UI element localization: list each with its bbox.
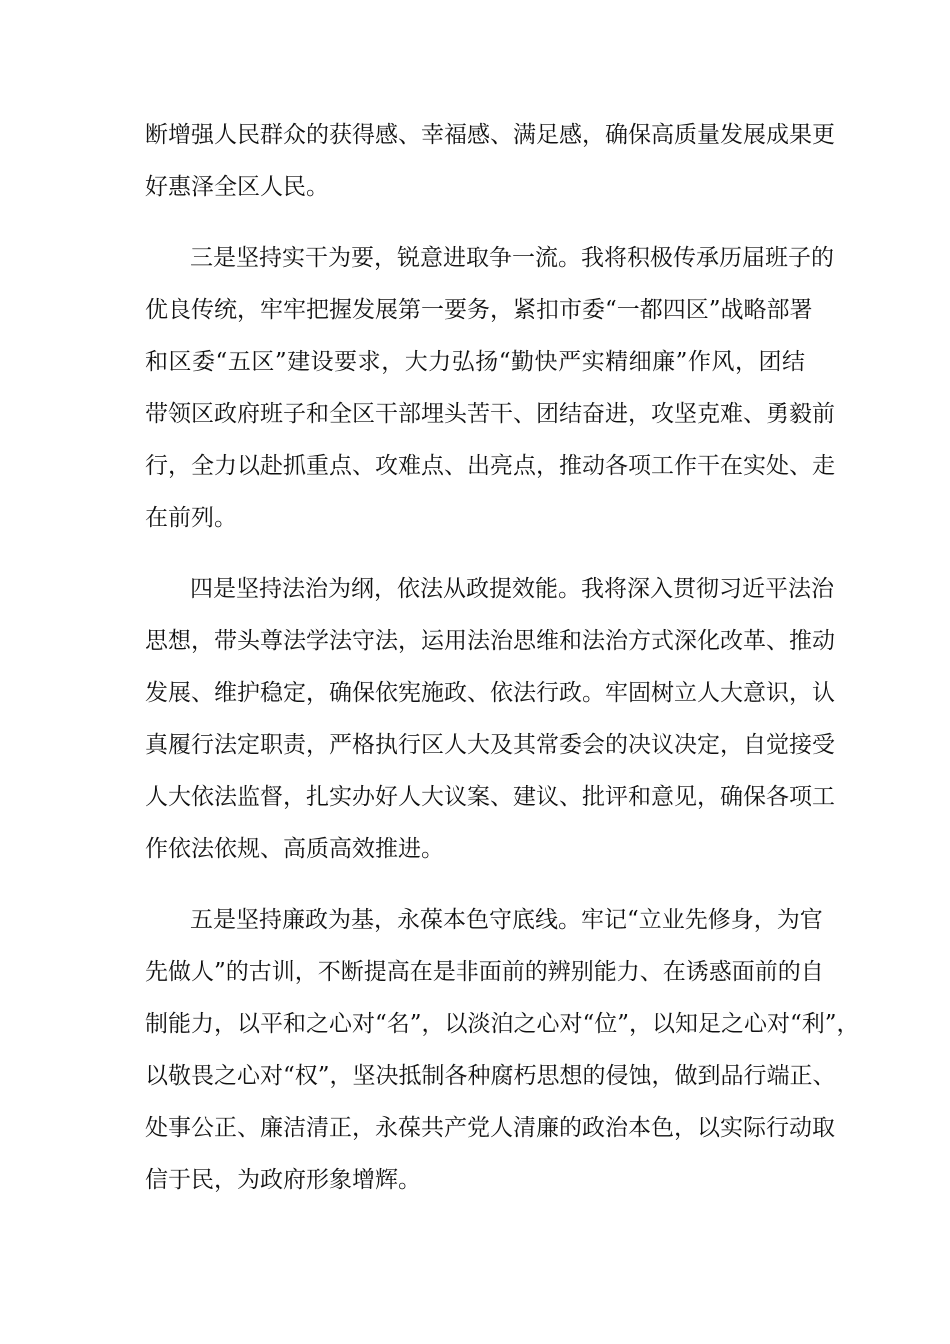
paragraph-2-line-3: 和区委“五区”建设要求，大力弘扬“勤快严实精细廉”作风，团结	[145, 349, 805, 375]
paragraph-4-line-1: 五是坚持廉政为基，永葆本色守底线。牢记“立业先修身，为官	[190, 907, 823, 933]
paragraph-2-line-4: 带领区政府班子和全区干部埋头苦干、团结奋进，攻坚克难、勇毅前	[145, 401, 835, 427]
paragraph-2-line-5: 行，全力以赴抓重点、攻难点、出亮点，推动各项工作干在实处、走	[145, 453, 835, 479]
paragraph-3-line-4: 真履行法定职责，严格执行区人大及其常委会的决议决定，自觉接受	[145, 732, 835, 758]
paragraph-3-line-3: 发展、维护稳定，确保依宪施政、依法行政。牢固树立人大意识，认	[145, 680, 835, 706]
paragraph-3-line-5: 人大依法监督，扎实办好人大议案、建议、批评和意见，确保各项工	[145, 784, 835, 810]
paragraph-1-line-1: 断增强人民群众的获得感、幸福感、满足感，确保高质量发展成果更	[145, 122, 835, 148]
paragraph-4-line-5: 处事公正、廉洁清正，永葆共产党人清廉的政治本色，以实际行动取	[145, 1115, 835, 1141]
paragraph-3-line-6: 作依法依规、高质高效推进。	[145, 836, 444, 862]
paragraph-1-line-2: 好惠泽全区人民。	[145, 174, 329, 200]
paragraph-3-line-1: 四是坚持法治为纲，依法从政提效能。我将深入贯彻习近平法治	[190, 576, 834, 602]
paragraph-4-line-2: 先做人”的古训，不断提高在是非面前的辨别能力、在诱惑面前的自	[145, 959, 824, 985]
paragraph-4-line-4: 以敬畏之心对“权”，坚决抵制各种腐朽思想的侵蚀，做到品行端正、	[145, 1063, 836, 1089]
paragraph-2-line-1: 三是坚持实干为要，锐意进取争一流。我将积极传承历届班子的	[190, 245, 834, 271]
paragraph-3-line-2: 思想，带头尊法学法守法，运用法治思维和法治方式深化改革、推动	[145, 628, 835, 654]
paragraph-2-line-6: 在前列。	[145, 505, 237, 531]
paragraph-4-line-3: 制能力，以平和之心对“名”，以淡泊之心对“位”，以知足之心对“利”，	[145, 1011, 860, 1037]
paragraph-4-line-6: 信于民，为政府形象增辉。	[145, 1167, 421, 1193]
paragraph-2-line-2: 优良传统，牢牢把握发展第一要务，紧扣市委“一都四区”战略部署	[145, 297, 813, 323]
